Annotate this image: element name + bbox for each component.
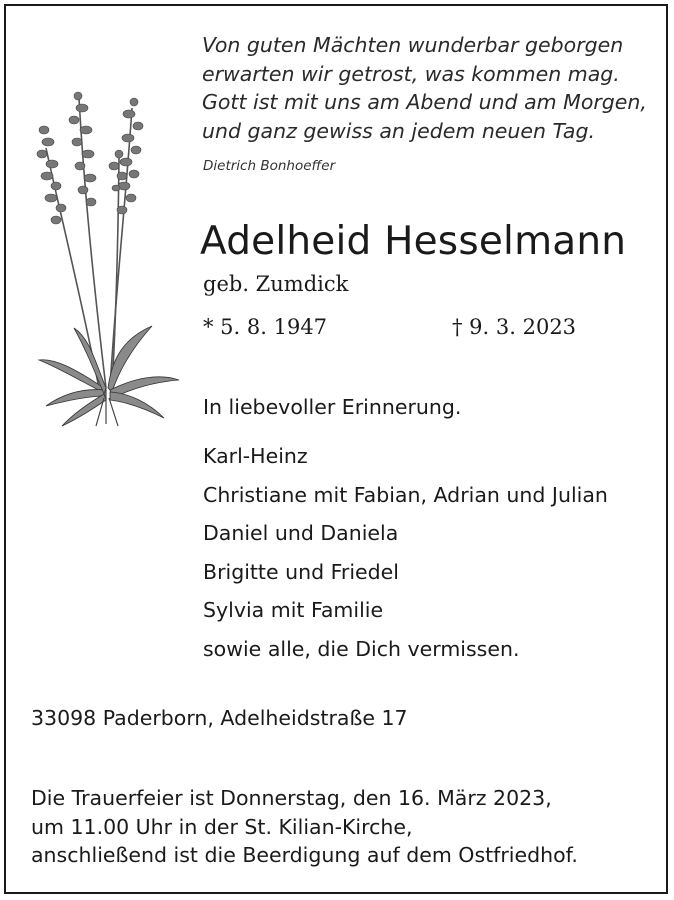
survivor-item: Christiane mit Fabian, Adrian und Julian [203,482,608,507]
maiden-name: geb. Zumdick [203,272,349,296]
poem-line: erwarten wir getrost, was kommen mag. [202,61,620,86]
lavender-illustration-icon [34,88,184,428]
service-line: anschließend ist die Beerdigung auf dem Ostfriedhof. [31,843,578,867]
poem-line: Gott ist mit uns am Abend und am Morgen, [202,90,647,114]
poem-quote [202,31,647,145]
survivor-item: Sylvia mit Familie [203,598,384,623]
survivor-item: sowie alle, die Dich vermissen. [203,636,520,661]
mourning-line: In liebevoller Erinnerung. [203,395,462,419]
address: 33098 Paderborn, Adelheidstraße 17 [31,706,408,730]
birth-date: * 5. 8. 1947 [203,315,328,339]
survivor-item: Karl-Heinz [203,444,308,468]
service-line: Die Trauerfeier ist Donnerstag, den 16. März 2023, [31,786,552,810]
poem-line: und ganz gewiss an jedem neuen Tag. [202,118,595,143]
poem-line: Von guten Mächten wunderbar geborgen [202,33,624,57]
funeral-service-info [31,784,578,870]
service-line: um 11.00 Uhr in der St. Kilian-Kirche, [31,814,413,839]
poem-author: Dietrich Bonhoeffer [203,158,336,174]
deceased-name: Adelheid Hesselmann [200,219,627,264]
death-date: † 9. 3. 2023 [452,315,577,339]
survivor-item: Brigitte und Friedel [203,559,399,584]
survivor-item: Daniel und Daniela [203,521,399,546]
survivors-list [203,437,608,669]
